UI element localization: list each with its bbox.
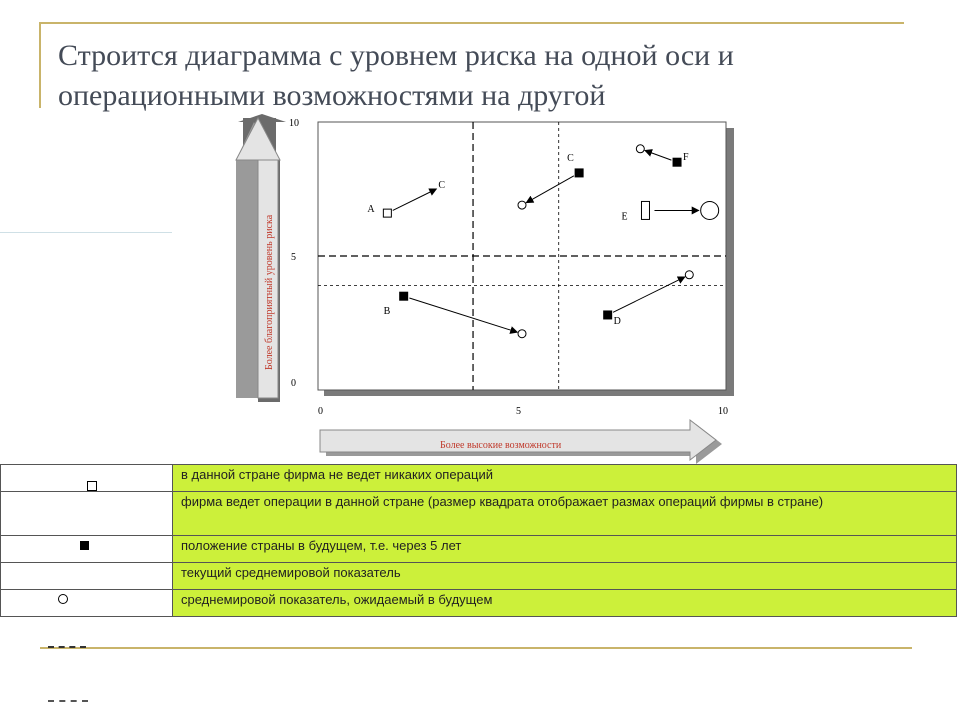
circle-icon xyxy=(58,594,68,604)
decorative-dash xyxy=(48,700,88,702)
country-label: F xyxy=(683,152,689,164)
legend-symbol-cell xyxy=(1,563,173,590)
y-tick-0: 0 xyxy=(291,378,296,389)
legend-row xyxy=(1,536,957,563)
current-position-filled-square xyxy=(673,158,682,167)
country-label: C xyxy=(438,180,445,191)
legend-table xyxy=(0,464,957,617)
legend-symbol-cell xyxy=(1,536,173,563)
x-axis-label: Более высокие возможности xyxy=(440,440,562,451)
country-label: D xyxy=(613,315,621,327)
world-average-circle xyxy=(518,201,526,209)
legend-row xyxy=(1,563,957,590)
current-position-empty-square xyxy=(383,209,391,217)
y-tick-5: 5 xyxy=(291,252,296,263)
title-line-1: Строится диаграмма с уровнем риска на одной оси и xyxy=(58,39,734,72)
x-axis-arrow xyxy=(320,420,722,464)
country-label: A xyxy=(367,204,375,216)
world-average-circle xyxy=(685,271,693,279)
legend-row xyxy=(1,492,957,536)
legend-text: текущий среднемировой показатель xyxy=(173,563,957,590)
legend-text: в данной стране фирма не ведет никаких операций xyxy=(173,465,957,492)
legend-symbol-cell xyxy=(1,590,173,617)
title-line-2: операционными возможностями на другой xyxy=(58,79,606,112)
legend-symbol-cell xyxy=(1,492,173,536)
legend-row xyxy=(1,590,957,617)
country-label: C xyxy=(567,152,574,164)
x-tick-10: 10 xyxy=(718,406,728,417)
current-position-rectangle xyxy=(641,201,649,219)
legend-text: фирма ведет операции в данной стране (размер квадрата отображает размах операций фирмы в стране) xyxy=(173,492,957,536)
current-position-filled-square xyxy=(399,292,408,301)
legend-text: положение страны в будущем, т.е. через 5 лет xyxy=(173,536,957,563)
world-average-circle xyxy=(636,145,644,153)
empty-square-icon xyxy=(87,481,97,491)
current-position-filled-square xyxy=(575,168,584,177)
current-position-filled-square xyxy=(603,310,612,319)
y-axis-label: Более благоприятный уровень риска xyxy=(264,214,275,370)
filled-square-icon xyxy=(80,541,89,550)
legend-symbol-cell xyxy=(1,465,173,492)
bottom-rule xyxy=(40,647,912,649)
legend-text: среднемировой показатель, ожидаемый в будущем xyxy=(173,590,957,617)
country-label: E xyxy=(621,211,628,223)
x-tick-0: 0 xyxy=(318,406,323,417)
y-axis-arrow xyxy=(236,114,286,402)
world-average-circle xyxy=(518,330,526,338)
legend-row xyxy=(1,465,957,492)
decorative-dash xyxy=(48,646,86,648)
y-tick-10: 10 xyxy=(289,118,299,129)
x-tick-5: 5 xyxy=(516,406,521,417)
country-label: B xyxy=(383,306,391,318)
world-average-large-circle xyxy=(701,201,719,219)
